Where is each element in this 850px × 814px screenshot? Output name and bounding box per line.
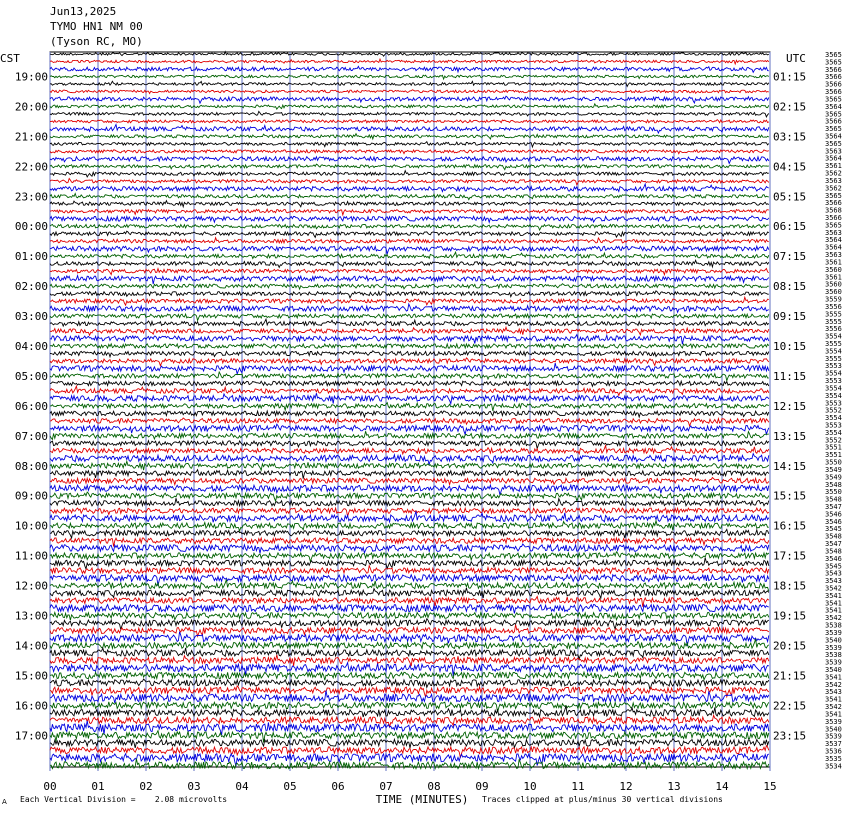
trace-value-label: 3542	[825, 703, 842, 712]
trace-value-label: 3554	[825, 332, 842, 341]
trace-value-label: 3565	[825, 221, 842, 230]
trace-value-label: 3541	[825, 606, 842, 615]
trace-value-label: 3539	[825, 658, 842, 667]
trace-value-label: 3561	[825, 258, 842, 267]
trace-value-label: 3564	[825, 154, 842, 163]
seismic-trace	[50, 304, 769, 312]
seismic-trace	[50, 111, 769, 117]
seismic-trace	[50, 276, 769, 284]
left-time-tick: 05:00	[14, 369, 48, 383]
seismic-trace	[50, 485, 769, 495]
trace-value-label: 3553	[825, 377, 842, 386]
x-tick-label: 07	[379, 780, 393, 793]
trace-value-label: 3553	[825, 399, 842, 408]
trace-value-label: 3534	[825, 762, 842, 771]
trace-value-label: 3535	[825, 754, 842, 763]
trace-value-label: 3548	[825, 480, 842, 489]
trace-value-label: 3552	[825, 436, 842, 445]
right-time-tick: 11:15	[773, 369, 807, 383]
seismic-trace	[50, 179, 769, 185]
seismic-trace	[50, 372, 769, 381]
trace-value-label: 3547	[825, 502, 842, 511]
seismic-trace	[50, 691, 769, 703]
x-tick-label: 02	[139, 780, 153, 793]
trace-value-label: 3540	[825, 725, 842, 734]
left-time-tick: 12:00	[14, 579, 48, 593]
seismic-trace	[50, 441, 769, 449]
seismic-trace	[50, 66, 769, 72]
seismic-trace	[50, 134, 769, 139]
seismic-trace	[50, 679, 769, 690]
x-tick-label: 03	[187, 780, 201, 793]
seismic-trace	[50, 156, 769, 163]
trace-value-label: 3552	[825, 406, 842, 415]
seismic-trace	[50, 470, 769, 479]
seismic-trace	[50, 411, 769, 417]
right-time-tick: 08:15	[773, 280, 807, 294]
x-tick-label: 11	[571, 780, 585, 793]
seismic-trace	[50, 424, 769, 434]
right-time-tick: 03:15	[773, 130, 807, 144]
trace-value-label: 3546	[825, 554, 842, 563]
seismic-trace	[50, 201, 769, 207]
seismic-trace	[50, 655, 769, 666]
seismic-trace	[50, 335, 769, 345]
trace-value-label: 3541	[825, 599, 842, 608]
trace-value-label: 3541	[825, 673, 842, 682]
trace-value-label: 3542	[825, 680, 842, 689]
left-time-tick: 03:00	[14, 310, 48, 324]
trace-value-label: 3554	[825, 414, 842, 423]
left-time-tick: 13:00	[14, 609, 48, 623]
seismic-trace	[50, 150, 769, 154]
left-time-tick: 10:00	[14, 519, 48, 533]
seismic-trace	[50, 81, 769, 86]
seismic-trace	[50, 284, 769, 289]
trace-value-label: 3550	[825, 458, 842, 467]
right-time-tick: 18:15	[773, 579, 807, 593]
seismic-trace	[50, 431, 769, 439]
seismic-trace	[50, 171, 769, 177]
left-time-tick: 04:00	[14, 339, 48, 353]
trace-value-label: 3566	[825, 73, 842, 82]
trace-value-label: 3566	[825, 80, 842, 89]
left-time-tick: 08:00	[14, 459, 48, 473]
seismic-trace	[50, 358, 769, 366]
left-time-tick: 22:00	[14, 160, 48, 174]
x-tick-label: 04	[235, 780, 249, 793]
x-tick-label: 01	[91, 780, 105, 793]
left-time-tick: 20:00	[14, 100, 48, 114]
seismic-trace	[50, 461, 769, 470]
trace-value-label: 3551	[825, 443, 842, 452]
trace-value-label: 3565	[825, 191, 842, 200]
left-time-tick: 21:00	[14, 130, 48, 144]
seismic-trace	[50, 498, 769, 506]
trace-value-label: 3565	[825, 58, 842, 67]
seismic-trace	[50, 327, 769, 335]
right-time-tick: 07:15	[773, 250, 807, 264]
left-timezone-label: CST	[0, 52, 20, 65]
right-time-tick: 17:15	[773, 549, 807, 563]
x-tick-label: 00	[43, 780, 57, 793]
seismic-trace	[50, 552, 769, 562]
seismic-trace	[50, 164, 769, 170]
trace-value-label: 3541	[825, 591, 842, 600]
trace-value-label: 3566	[825, 117, 842, 126]
seismic-trace	[50, 478, 769, 485]
trace-value-label: 3555	[825, 310, 842, 319]
right-time-tick: 04:15	[773, 160, 807, 174]
seismic-trace	[50, 393, 769, 404]
seismic-trace	[50, 142, 769, 147]
seismic-trace	[50, 739, 769, 748]
seismic-trace	[50, 403, 769, 411]
trace-value-label: 3555	[825, 339, 842, 348]
seismic-trace	[50, 225, 769, 231]
right-time-tick: 10:15	[773, 339, 807, 353]
seismic-trace	[50, 508, 769, 516]
seismic-trace	[50, 721, 769, 735]
trace-value-label: 3565	[825, 110, 842, 119]
seismic-trace	[50, 731, 769, 743]
trace-value-label: 3546	[825, 517, 842, 526]
trace-value-label: 3564	[825, 102, 842, 111]
trace-value-label: 3547	[825, 540, 842, 549]
x-tick-label: 13	[667, 780, 681, 793]
trace-value-label: 3538	[825, 651, 842, 660]
trace-value-label: 3564	[825, 243, 842, 252]
seismic-trace	[50, 314, 769, 320]
seismic-trace	[50, 588, 769, 599]
right-time-tick: 02:15	[773, 100, 807, 114]
trace-value-label: 3539	[825, 643, 842, 652]
seismic-trace	[50, 252, 769, 258]
trace-value-label: 3553	[825, 421, 842, 430]
seismic-trace	[50, 558, 769, 569]
seismic-trace	[50, 605, 769, 614]
seismic-trace	[50, 386, 769, 395]
seismic-trace	[50, 104, 769, 109]
trace-value-label: 3548	[825, 495, 842, 504]
seismic-trace	[50, 648, 769, 659]
trace-value-label: 3554	[825, 428, 842, 437]
date-label: Jun13,2025	[50, 5, 117, 18]
trace-value-label: 3540	[825, 636, 842, 645]
seismic-trace	[50, 260, 769, 267]
trace-value-label: 3545	[825, 562, 842, 571]
trace-value-label: 3568	[825, 206, 842, 215]
seismic-trace	[50, 90, 769, 94]
right-time-tick: 01:15	[773, 70, 807, 84]
seismic-trace	[50, 446, 769, 454]
seismic-trace	[50, 209, 769, 215]
right-time-tick: 05:15	[773, 190, 807, 204]
right-time-tick: 23:15	[773, 729, 807, 743]
trace-value-label: 3566	[825, 199, 842, 208]
trace-value-label: 3556	[825, 302, 842, 311]
trace-value-label: 3560	[825, 280, 842, 289]
seismic-trace	[50, 566, 769, 575]
trace-value-label: 3565	[825, 139, 842, 148]
right-time-tick: 14:15	[773, 459, 807, 473]
seismic-trace	[50, 291, 769, 298]
seismic-trace	[50, 59, 769, 64]
seismic-trace	[50, 529, 769, 538]
trace-value-label: 3563	[825, 251, 842, 260]
trace-value-label: 3539	[825, 628, 842, 637]
trace-value-label: 3561	[825, 162, 842, 171]
trace-value-label: 3542	[825, 584, 842, 593]
left-time-tick: 16:00	[14, 699, 48, 713]
trace-value-label: 3540	[825, 666, 842, 675]
seismic-trace	[50, 492, 769, 501]
trace-value-label: 3563	[825, 176, 842, 185]
trace-value-label: 3555	[825, 354, 842, 363]
seismic-trace	[50, 381, 769, 387]
right-time-tick: 21:15	[773, 669, 807, 683]
trace-value-label: 3559	[825, 295, 842, 304]
trace-value-label: 3554	[825, 384, 842, 393]
trace-value-label: 3538	[825, 621, 842, 630]
trace-value-label: 3543	[825, 569, 842, 578]
seismic-trace	[50, 454, 769, 465]
seismic-trace	[50, 74, 769, 79]
station-label: TYMO HN1 NM 00	[50, 20, 143, 33]
trace-value-label: 3541	[825, 710, 842, 719]
trace-value-label: 3560	[825, 265, 842, 274]
trace-value-label: 3566	[825, 88, 842, 97]
left-time-tick: 14:00	[14, 639, 48, 653]
right-time-tick: 06:15	[773, 220, 807, 234]
left-time-tick: 00:00	[14, 220, 48, 234]
trace-value-label: 3566	[825, 65, 842, 74]
trace-value-label: 3548	[825, 532, 842, 541]
trace-value-label: 3551	[825, 451, 842, 460]
right-time-tick: 16:15	[773, 519, 807, 533]
trace-value-label: 3545	[825, 525, 842, 534]
x-tick-label: 09	[475, 780, 489, 793]
seismic-trace	[50, 612, 769, 620]
seismic-trace	[50, 184, 769, 192]
trace-value-label: 3554	[825, 347, 842, 356]
right-time-tick: 19:15	[773, 609, 807, 623]
trace-value-label: 3543	[825, 577, 842, 586]
left-time-tick: 15:00	[14, 669, 48, 683]
left-time-tick: 11:00	[14, 549, 48, 563]
division-note: Each Vertical Division = 2.08 microvolts	[20, 795, 228, 804]
seismic-trace	[50, 344, 769, 349]
trace-value-label: 3537	[825, 740, 842, 749]
trace-value-label: 3554	[825, 369, 842, 378]
trace-value-label: 3554	[825, 391, 842, 400]
trace-value-label: 3565	[825, 95, 842, 104]
trace-value-label: 3566	[825, 214, 842, 223]
trace-value-label: 3565	[825, 125, 842, 134]
trace-value-label: 3539	[825, 717, 842, 726]
left-time-tick: 09:00	[14, 489, 48, 503]
clip-note: Traces clipped at plus/minus 30 vertical divisions	[482, 795, 723, 804]
seismic-trace	[50, 96, 769, 103]
trace-value-label: 3539	[825, 732, 842, 741]
right-time-tick: 15:15	[773, 489, 807, 503]
x-tick-label: 06	[331, 780, 345, 793]
left-time-tick: 17:00	[14, 729, 48, 743]
trace-value-label: 3550	[825, 488, 842, 497]
right-timezone-label: UTC	[786, 52, 806, 65]
x-tick-label: 12	[619, 780, 633, 793]
trace-value-label: 3555	[825, 317, 842, 326]
x-tick-label: 14	[715, 780, 729, 793]
trace-value-label: 3562	[825, 169, 842, 178]
trace-value-label: 3549	[825, 465, 842, 474]
trace-value-label: 3553	[825, 362, 842, 371]
left-time-tick: 06:00	[14, 399, 48, 413]
trace-value-label: 3560	[825, 288, 842, 297]
left-time-tick: 23:00	[14, 190, 48, 204]
x-tick-label: 15	[763, 780, 777, 793]
seismic-trace	[50, 246, 769, 254]
seismic-trace	[50, 706, 769, 717]
trace-value-label: 3565	[825, 51, 842, 59]
trace-value-label: 3549	[825, 473, 842, 482]
right-time-tick: 22:15	[773, 699, 807, 713]
x-tick-label: 08	[427, 780, 441, 793]
seismic-trace	[50, 269, 769, 275]
seismic-trace	[50, 619, 769, 630]
right-time-tick: 09:15	[773, 310, 807, 324]
trace-value-label: 3543	[825, 688, 842, 697]
seismic-trace	[50, 702, 769, 713]
seismic-trace	[50, 297, 769, 305]
right-time-tick: 13:15	[773, 429, 807, 443]
seismic-trace	[50, 216, 769, 222]
trace-value-label: 3546	[825, 510, 842, 519]
left-time-tick: 19:00	[14, 70, 48, 84]
left-time-tick: 07:00	[14, 429, 48, 443]
left-time-tick: 02:00	[14, 280, 48, 294]
location-label: (Tyson RC, MO)	[50, 35, 143, 48]
logo-mark: A	[2, 798, 7, 806]
trace-value-label: 3556	[825, 325, 842, 334]
x-axis-title: TIME (MINUTES)	[375, 793, 469, 806]
trace-value-label: 3561	[825, 273, 842, 282]
trace-value-label: 3536	[825, 747, 842, 756]
seismic-trace	[50, 125, 769, 134]
seismic-trace	[50, 363, 769, 374]
x-tick-label: 10	[523, 780, 537, 793]
seismic-trace	[50, 672, 769, 680]
trace-value-label: 3564	[825, 236, 842, 245]
seismic-trace	[50, 521, 769, 531]
trace-value-label: 3562	[825, 184, 842, 193]
seismic-trace	[50, 231, 769, 237]
left-time-tick: 01:00	[14, 250, 48, 264]
x-tick-label: 05	[283, 780, 297, 793]
seismic-trace	[50, 238, 769, 243]
trace-value-label: 3548	[825, 547, 842, 556]
trace-value-label: 3542	[825, 614, 842, 623]
right-time-tick: 12:15	[773, 399, 807, 413]
seismic-trace	[50, 511, 769, 522]
seismic-trace	[50, 544, 769, 553]
seismic-trace	[50, 120, 769, 124]
trace-value-label: 3563	[825, 147, 842, 156]
trace-value-label: 3564	[825, 132, 842, 141]
trace-value-label: 3541	[825, 695, 842, 704]
seismic-trace	[50, 351, 769, 357]
seismic-trace	[50, 194, 769, 200]
seismic-trace	[50, 418, 769, 426]
right-time-tick: 20:15	[773, 639, 807, 653]
trace-value-label: 3563	[825, 228, 842, 237]
seismic-trace	[50, 319, 769, 326]
